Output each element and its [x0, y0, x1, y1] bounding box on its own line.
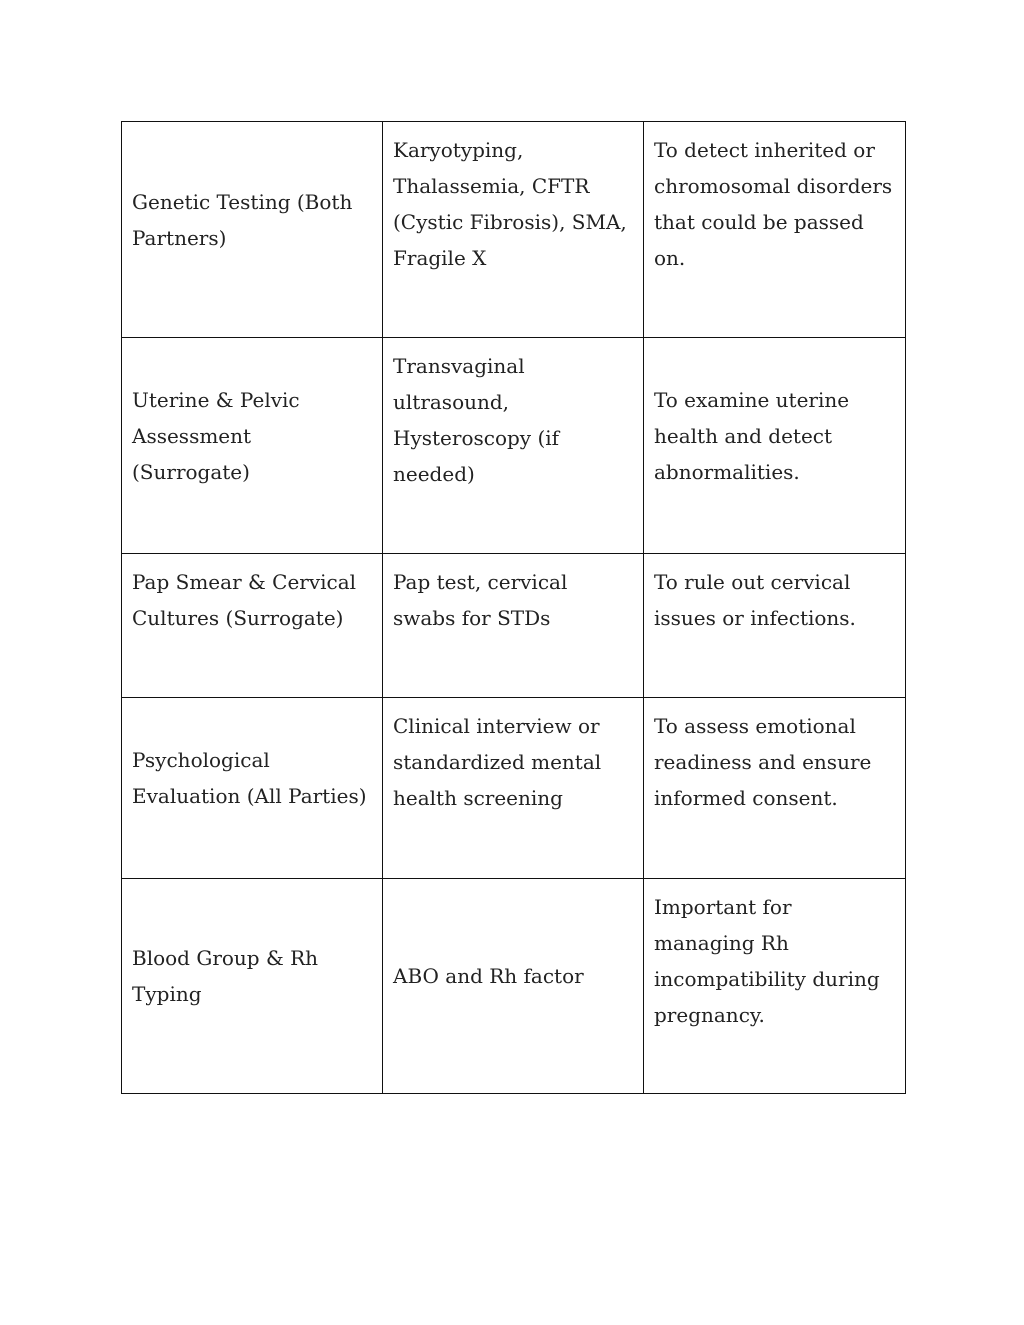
test-cell — [122, 122, 383, 338]
table-row — [122, 554, 906, 698]
table-row — [122, 698, 906, 879]
test-cell — [122, 338, 383, 554]
method-cell — [383, 698, 644, 879]
purpose-cell — [644, 338, 906, 554]
test-purpose: To rule out cervical issues or infections. — [654, 570, 856, 630]
method-cell — [383, 122, 644, 338]
table-row — [122, 122, 906, 338]
test-name: Blood Group & Rh Typing — [132, 946, 319, 1006]
test-purpose: Important for managing Rh incompatibility during pregnancy. — [654, 895, 880, 1027]
purpose-cell — [644, 698, 906, 879]
table-row — [122, 879, 906, 1094]
screening-table — [121, 121, 906, 1094]
test-purpose: To examine uterine health and detect abnormalities. — [654, 387, 850, 484]
test-method: Clinical interview or standardized mental health screening — [393, 714, 602, 810]
method-cell — [383, 879, 644, 1094]
table-row — [122, 338, 906, 554]
test-purpose: To detect inherited or chromosomal disorders that could be passed on. — [654, 138, 893, 270]
purpose-cell — [644, 879, 906, 1094]
test-method: Karyotyping, Thalassemia, CFTR (Cystic Fibrosis), SMA, Fragile X — [393, 138, 627, 270]
test-method: ABO and Rh factor — [393, 964, 584, 988]
test-method: Pap test, cervical swabs for STDs — [393, 570, 568, 630]
test-name: Psychological Evaluation (All Parties) — [132, 748, 367, 808]
purpose-cell — [644, 122, 906, 338]
test-purpose: To assess emotional readiness and ensure informed consent. — [654, 714, 872, 810]
purpose-cell — [644, 554, 906, 698]
test-name: Genetic Testing (Both Partners) — [132, 189, 353, 250]
test-cell — [122, 554, 383, 698]
test-name: Pap Smear & Cervical Cultures (Surrogate) — [132, 570, 357, 630]
method-cell — [383, 338, 644, 554]
test-cell — [122, 698, 383, 879]
test-name: Uterine & Pelvic Assessment (Surrogate) — [132, 387, 300, 484]
method-cell — [383, 554, 644, 698]
test-method: Transvaginal ultrasound, Hysteroscopy (if needed) — [393, 354, 560, 486]
test-cell — [122, 879, 383, 1094]
